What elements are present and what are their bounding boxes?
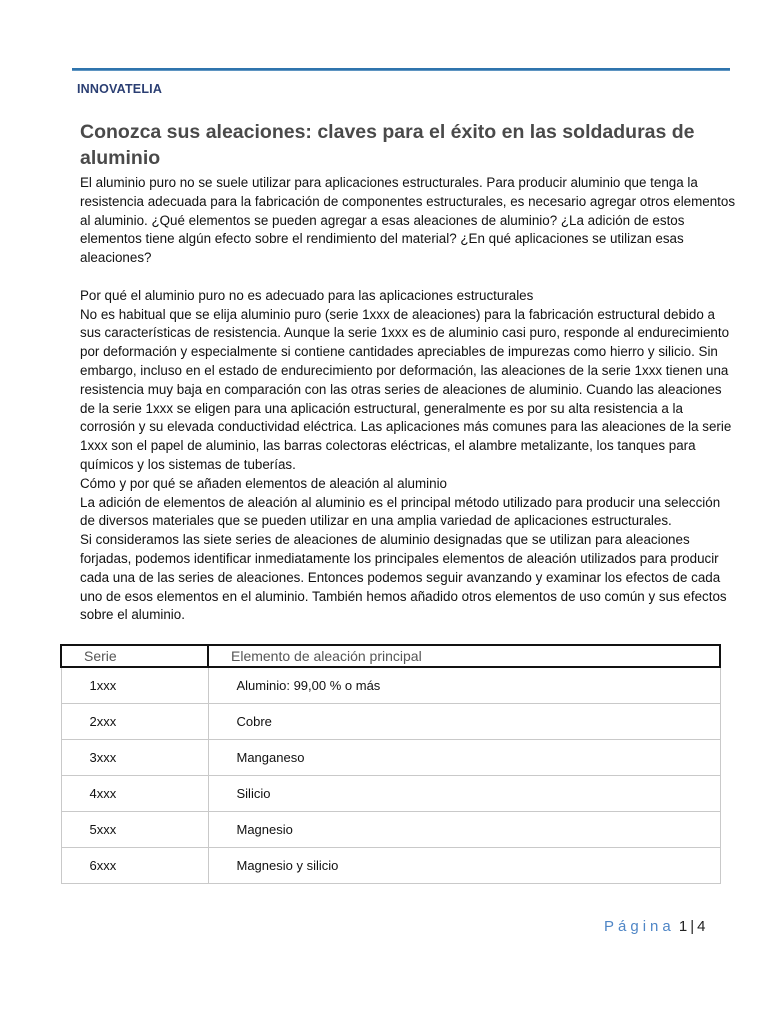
column-header-element: Elemento de aleación principal: [208, 645, 720, 667]
header-rule: [72, 68, 730, 71]
series-cell: 3xxx: [61, 740, 208, 776]
section-heading-alloying: Cómo y por qué se añaden elementos de aleación al aluminio: [80, 475, 447, 491]
element-cell: Manganeso: [208, 740, 720, 776]
table-row: [61, 812, 720, 848]
column-header-series: Serie: [61, 645, 208, 667]
element-cell: Silicio: [208, 776, 720, 812]
table-row: [61, 704, 720, 740]
paragraph-alloying: La adición de elementos de aleación al aluminio es el principal método utilizado para producir una selección de diversos materiales que se pueden utilizar en una amplia variedad de aplicaciones estructurales.: [80, 494, 721, 529]
element-cell: Aluminio: 99,00 % o más: [208, 667, 720, 704]
element-cell: Magnesio: [208, 812, 720, 848]
table-row: [61, 740, 720, 776]
document-title: Conozca sus aleaciones: claves para el éxito en las soldaduras de aluminio: [80, 121, 695, 169]
page-separator: |: [690, 918, 695, 935]
page-footer: [604, 918, 705, 935]
series-cell: 4xxx: [61, 776, 208, 812]
paragraph-series: Si consideramos las siete series de aleaciones de aluminio designadas que se utilizan para aleaciones forjadas, podemos identificar inmediatamente los principales elementos de aleación utilizados para producir cada una de las series de aleaciones. Entonces podemos seguir avanzando y examinar los efectos de cada uno de esos elementos en el aluminio. También hemos añadido otros elementos de uso común y sus efectos sobre el aluminio.: [80, 532, 727, 623]
table-row: [61, 776, 720, 812]
page-word: Página: [604, 918, 675, 935]
paragraph-pure-aluminum: No es habitual que se elija aluminio puro (serie 1xxx de aleaciones) para la fabricación estructural debido a sus características de resistencia. Aunque la serie 1xxx es de aluminio casi puro, responde al endurecimiento por deformación y especialmente si contiene cantidades apreciables de impurezas como hierro y silicio. Sin embargo, incluso en el estado de endurecimiento por deformación, las aleaciones de la serie 1xxx tienen una resistencia muy baja en comparación con las otras series de aleaciones de aluminio. Cuando las aleaciones de la serie 1xxx se eligen para una aplicación estructural, generalmente es por su alta resistencia a la corrosión y su elevada conductividad eléctrica. Las aplicaciones más comunes para las aleaciones de la serie 1xxx son el papel de aluminio, las barras colectoras eléctricas, el alambre metalizante, los tanques para químicos y los sistemas de tuberías.: [80, 306, 732, 472]
page-total: 4: [697, 918, 706, 935]
alloy-series-table: [60, 644, 721, 884]
series-cell: 5xxx: [61, 812, 208, 848]
table-row: [61, 848, 720, 884]
page-number: 1: [678, 918, 688, 935]
section-heading-pure-aluminum: Por qué el aluminio puro no es adecuado para las aplicaciones estructurales: [80, 287, 534, 303]
element-cell: Cobre: [208, 704, 720, 740]
element-cell: Magnesio y silicio: [208, 848, 720, 884]
table-header-row: [61, 645, 720, 667]
series-cell: 6xxx: [61, 848, 208, 884]
intro-paragraph: El aluminio puro no se suele utilizar para aplicaciones estructurales. Para producir aluminio que tenga la resistencia adecuada para la fabricación de componentes estructurales, es necesario agregar otros elementos al aluminio. ¿Qué elementos se pueden agregar a esas aleaciones de aluminio? ¿La adición de estos elementos tiene algún efecto sobre el rendimiento del material? ¿En qué aplicaciones se utilizan esas aleaciones?: [80, 175, 736, 266]
series-cell: 2xxx: [61, 704, 208, 740]
company-label: INNOVATELIA: [77, 82, 163, 96]
table-row: [61, 667, 720, 704]
series-cell: 1xxx: [61, 667, 208, 704]
document-body: [80, 174, 736, 625]
